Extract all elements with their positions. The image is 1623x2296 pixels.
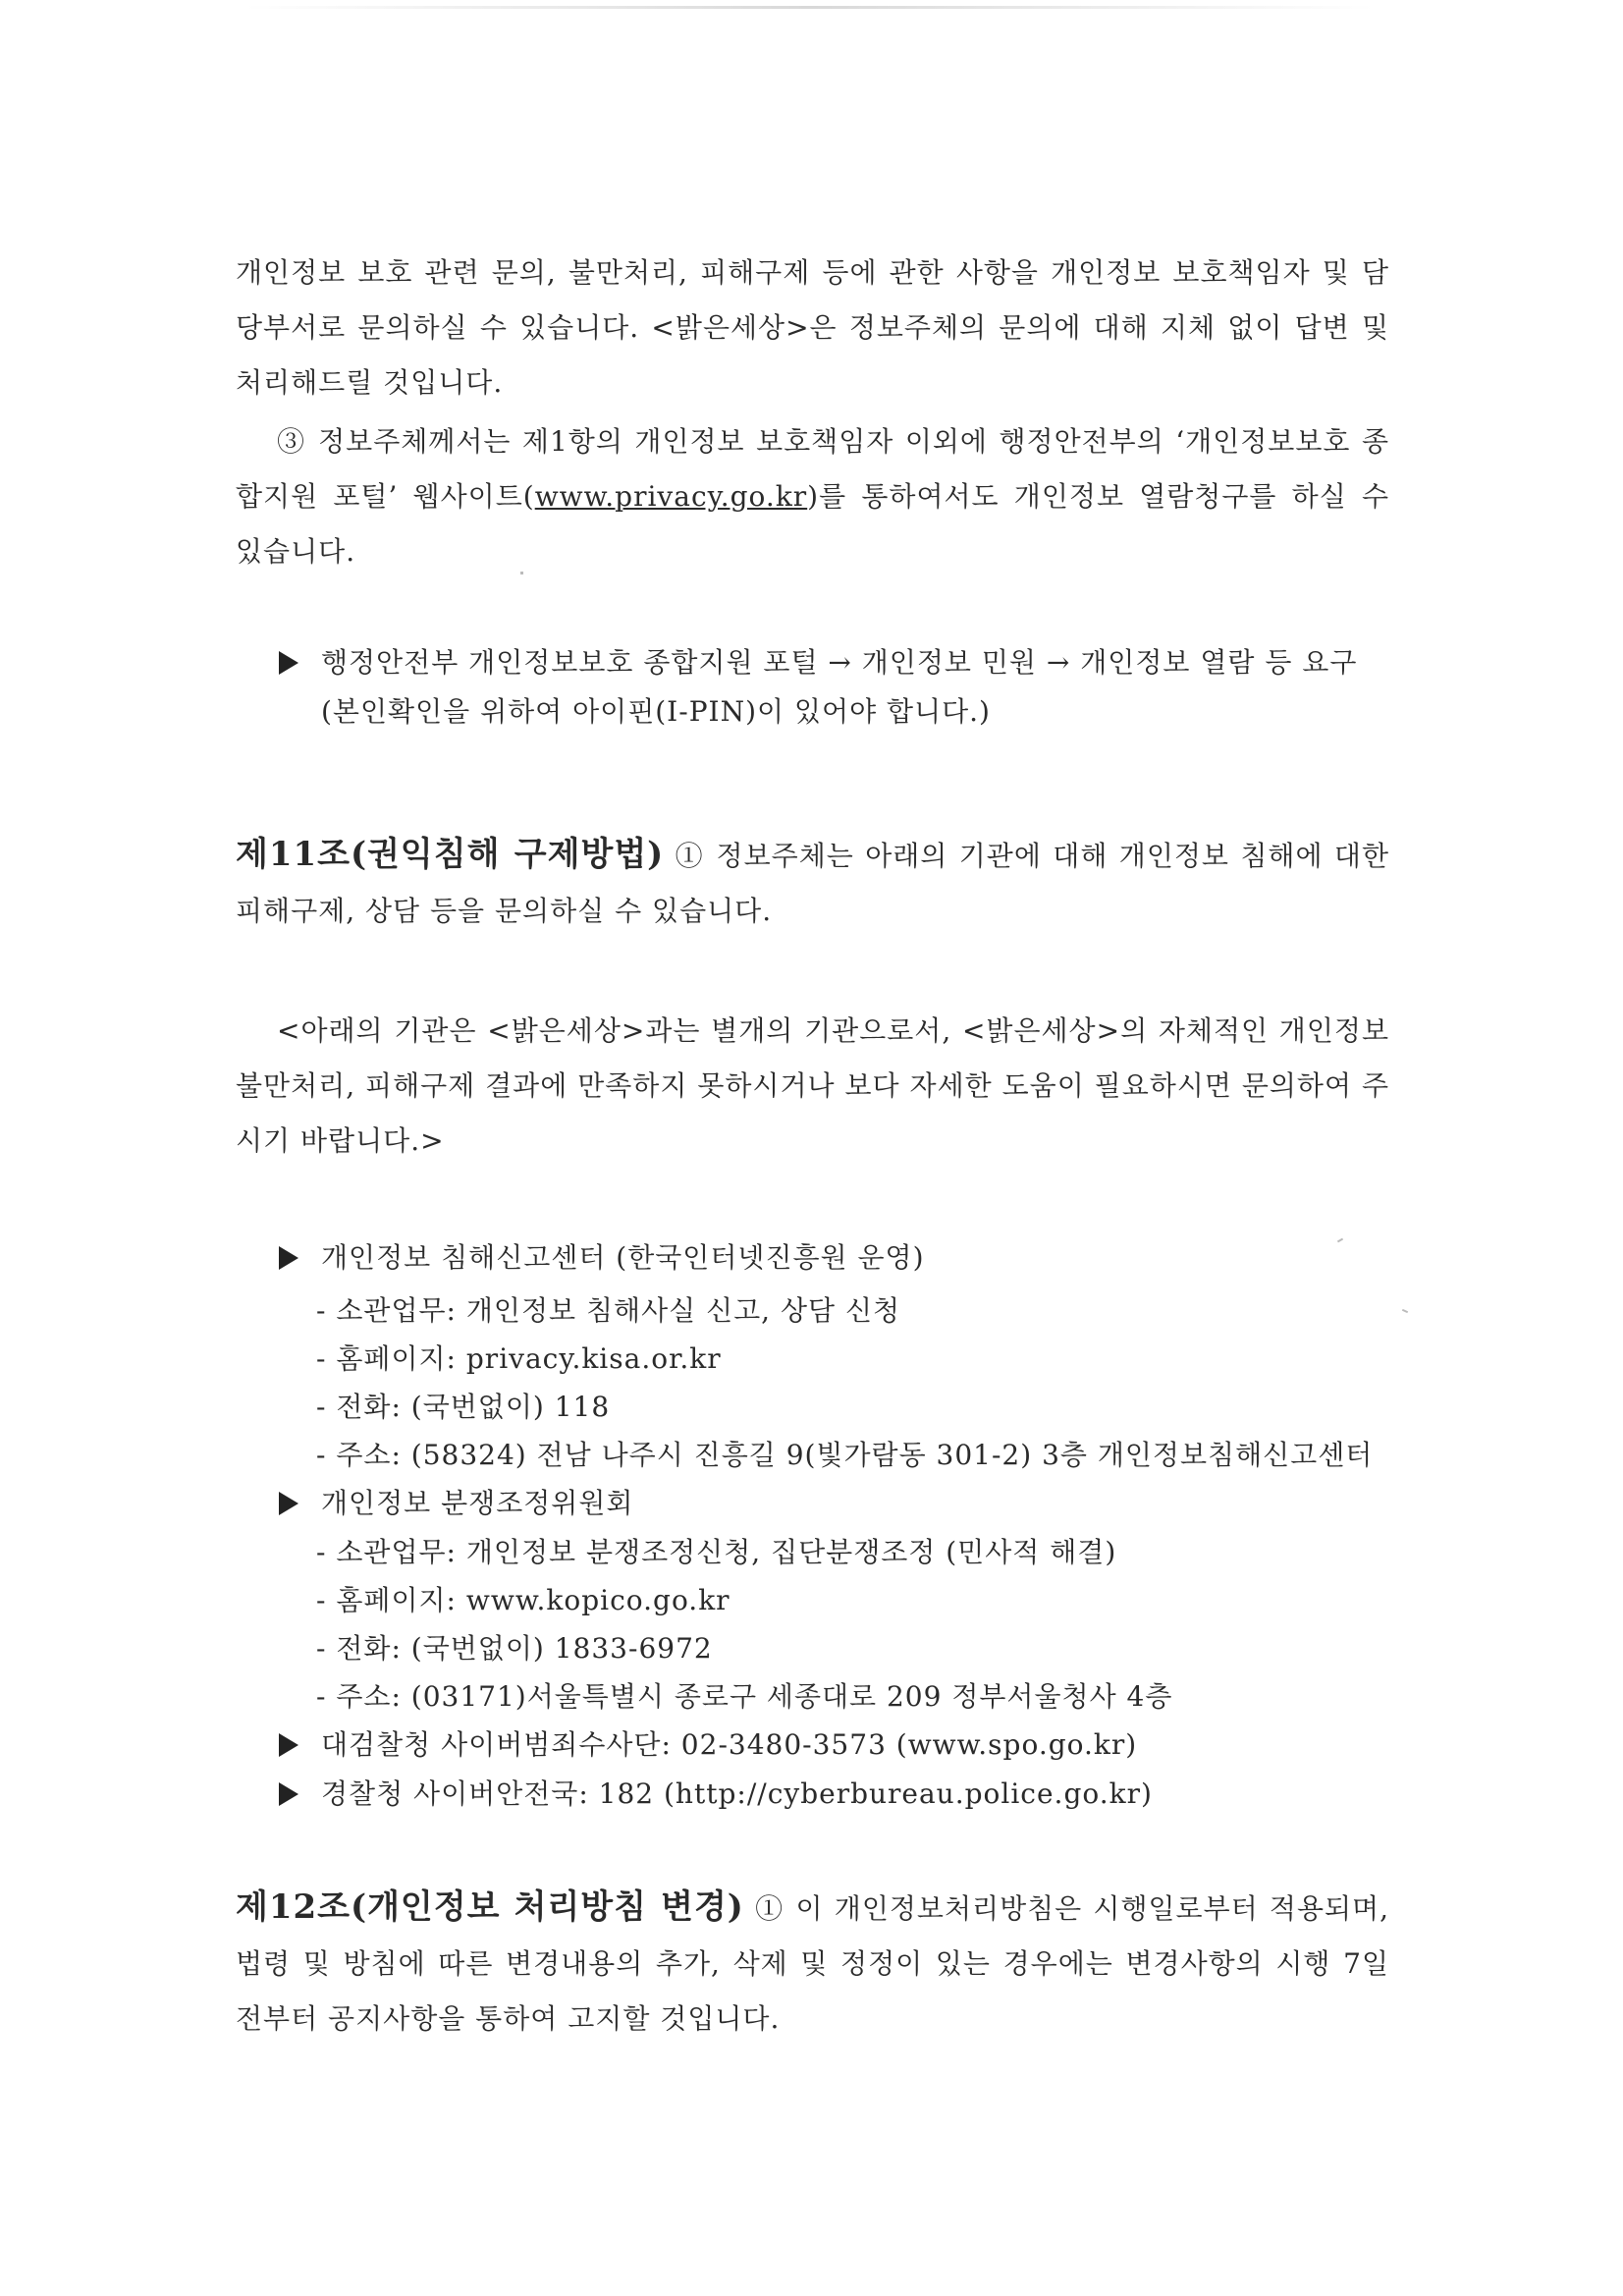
article-11-note: <아래의 기관은 <밝은세상>과는 별개의 기관으로서, <밝은세상>의 자체적인 개인정보 불만처리, 피해구제 결과에 만족하지 못하시거나 보다 자세한 도움이 필요하시면 문의하여 주시기 바랍니다.>: [236, 1014, 1389, 1157]
agency-detail: - 전화: (국번없이) 1833-6972: [316, 1632, 713, 1665]
portal-text-after: )를 통하여서도 개인정보 열람청구를 하실 수 있습니다.: [236, 480, 1390, 568]
article-12-heading: 제12조(개인정보 처리방침 변경): [236, 1887, 744, 1927]
scan-speck: [1402, 1309, 1408, 1313]
triangle-bullet-icon: [279, 1733, 298, 1757]
agency-detail: - 홈페이지: privacy.kisa.or.kr: [316, 1342, 722, 1375]
agency-detail: - 전화: (국번없이) 118: [316, 1391, 611, 1423]
agency-list: [236, 1233, 1389, 1819]
agency-detail: - 소관업무: 개인정보 분쟁조정신청, 집단분쟁조정 (민사적 해결): [316, 1536, 1117, 1568]
agency-name: 개인정보 분쟁조정위원회: [321, 1487, 634, 1519]
triangle-bullet-icon: [279, 651, 298, 675]
agency-name: 개인정보 침해신고센터 (한국인터넷진흥원 운영): [321, 1241, 925, 1274]
privacy-portal-link[interactable]: www.privacy.go.kr: [534, 480, 808, 513]
agency-detail: - 주소: (58324) 전남 나주시 진흥길 9(빛가람동 301-2) 3층 개인정보침해신고센터: [316, 1439, 1374, 1471]
intro-paragraph: 개인정보 보호 관련 문의, 불만처리, 피해구제 등에 관한 사항을 개인정보 보호책임자 및 담당부서로 문의하실 수 있습니다. <밝은세상>은 정보주체의 문의에 대해 지체 없이 답변 및 처리해드릴 것입니다.: [236, 256, 1389, 399]
triangle-bullet-icon: [279, 1492, 298, 1515]
agency-item: [236, 1233, 1389, 1283]
portal-paragraph: [236, 414, 1389, 579]
triangle-bullet-icon: [279, 1782, 298, 1806]
triangle-bullet-icon: [279, 1246, 298, 1270]
agency-detail: - 주소: (03171)서울특별시 종로구 세종대로 209 정부서울청사 4층: [316, 1680, 1173, 1713]
article-12-paragraph: [236, 1880, 1389, 2047]
portal-text-before: ③ 정보주체께서는 제1항의 개인정보 보호책임자 이외에 행정안전부의 ‘개인정보보호 종합지원 포털’ 웹사이트(: [236, 425, 1389, 513]
scan-edge-line: [245, 6, 1375, 9]
article-11-paragraph: [236, 827, 1389, 939]
agency-item: [236, 1770, 1389, 1819]
agency-detail: - 소관업무: 개인정보 침해사실 신고, 상담 신청: [316, 1294, 901, 1327]
article-11-body: ① 정보주체는 아래의 기관에 대해 개인정보 침해에 대한 피해구제, 상담 등을 문의하실 수 있습니다.: [236, 840, 1389, 927]
agency-detail: - 홈페이지: www.kopico.go.kr: [316, 1584, 730, 1616]
article-11-heading: 제11조(권익침해 구제방법): [236, 835, 665, 874]
document-body: [236, 246, 1389, 2047]
agency-item: [236, 1479, 1389, 1528]
agency-name: 대검찰청 사이버범죄수사단: 02-3480-3573 (www.spo.go.kr): [321, 1728, 1138, 1761]
portal-bullet-text: 행정안전부 개인정보보호 종합지원 포털 → 개인정보 민원 → 개인정보 열람 등 요구 (본인확인을 위하여 아이핀(I-PIN)이 있어야 합니다.): [321, 646, 1358, 728]
portal-bullet: [236, 638, 1389, 737]
article-12-body: ① 이 개인정보처리방침은 시행일로부터 적용되며, 법령 및 방침에 따른 변경내용의 추가, 삭제 및 정정이 있는 경우에는 변경사항의 시행 7일 전부터 공지사항을 통하여 고지할 것입니다.: [236, 1892, 1389, 2035]
agency-item: [236, 1721, 1389, 1770]
agency-name: 경찰청 사이버안전국: 182 (http://cyberbureau.police.go.kr): [321, 1777, 1153, 1810]
